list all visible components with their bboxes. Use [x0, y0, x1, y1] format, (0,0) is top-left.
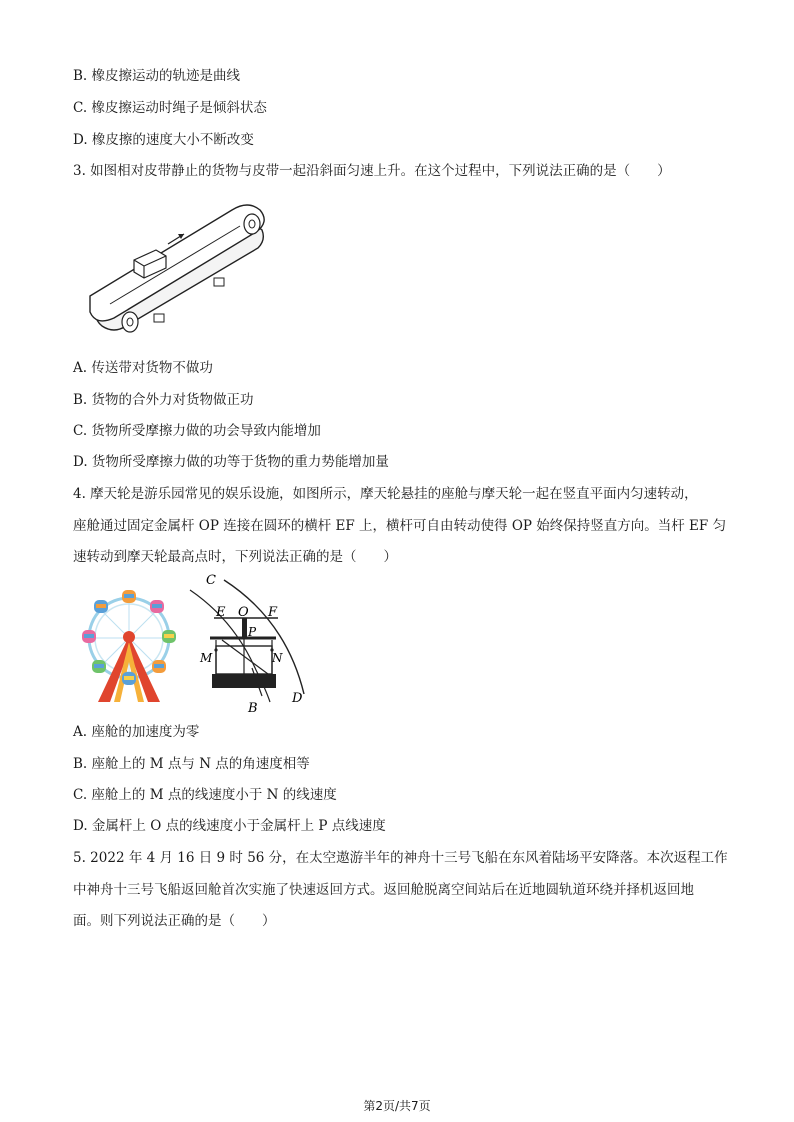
q4-option-b: B. 座舱上的 M 点与 N 点的角速度相等 — [73, 756, 310, 772]
page-number-footer: 第2页/共7页 — [363, 1099, 431, 1113]
q5-stem-line-2: 中神舟十三号飞船返回舱首次实施了快速返回方式。返回舱脱离空间站后在近地圆轨道环绕并择机返回地 — [73, 882, 694, 898]
conveyor-belt-figure — [84, 196, 274, 338]
ferris-wheel-illustration — [70, 588, 188, 706]
q4-stem-line-1: 4. 摩天轮是游乐园常见的娱乐设施，如图所示，摩天轮悬挂的座舱与摩天轮一起在竖直平面内匀速转动， — [73, 486, 698, 502]
label-p: P — [248, 625, 257, 639]
label-b: B — [248, 701, 258, 716]
label-o: O — [238, 605, 249, 620]
label-f: F — [268, 605, 278, 620]
q5-stem-line-1: 5. 2022 年 4 月 16 日 9 时 56 分，在太空遨游半年的神舟十三号飞船在东风着陆场平安降落。本次返程工作 — [73, 850, 728, 866]
q4-option-a: A. 座舱的加速度为零 — [73, 724, 200, 740]
label-c: C — [206, 573, 216, 588]
q3-stem: 3. 如图相对皮带静止的货物与皮带一起沿斜面匀速上升。在这个过程中，下列说法正确的是（ ） — [73, 163, 671, 179]
label-n: N — [272, 651, 283, 665]
q4-stem-line-2: 座舱通过固定金属杆 OP 连接在圆环的横杆 EF 上，横杆可自由转动使得 OP 始终保持竖直方向。当杆 EF 匀 — [73, 518, 727, 534]
cabin-schematic-diagram — [186, 570, 316, 718]
q4-option-d: D. 金属杆上 O 点的线速度小于金属杆上 P 点线速度 — [73, 818, 386, 834]
q3-option-b: B. 货物的合外力对货物做正功 — [73, 392, 254, 408]
label-e: E — [216, 605, 226, 620]
label-d: D — [292, 691, 303, 706]
q5-stem-line-3: 面。则下列说法正确的是（ ） — [73, 913, 276, 929]
q2-option-c: C. 橡皮擦运动时绳子是倾斜状态 — [73, 100, 267, 116]
q3-option-c: C. 货物所受摩擦力做的功会导致内能增加 — [73, 423, 321, 439]
q2-option-b: B. 橡皮擦运动的轨迹是曲线 — [73, 68, 241, 84]
label-m: M — [200, 651, 213, 665]
q3-option-a: A. 传送带对货物不做功 — [73, 360, 213, 376]
q4-stem-line-3: 速转动到摩天轮最高点时，下列说法正确的是（ ） — [73, 549, 397, 565]
q2-option-d: D. 橡皮擦的速度大小不断改变 — [73, 132, 254, 148]
q4-option-c: C. 座舱上的 M 点的线速度小于 N 的线速度 — [73, 787, 337, 803]
q3-option-d: D. 货物所受摩擦力做的功等于货物的重力势能增加量 — [73, 454, 389, 470]
